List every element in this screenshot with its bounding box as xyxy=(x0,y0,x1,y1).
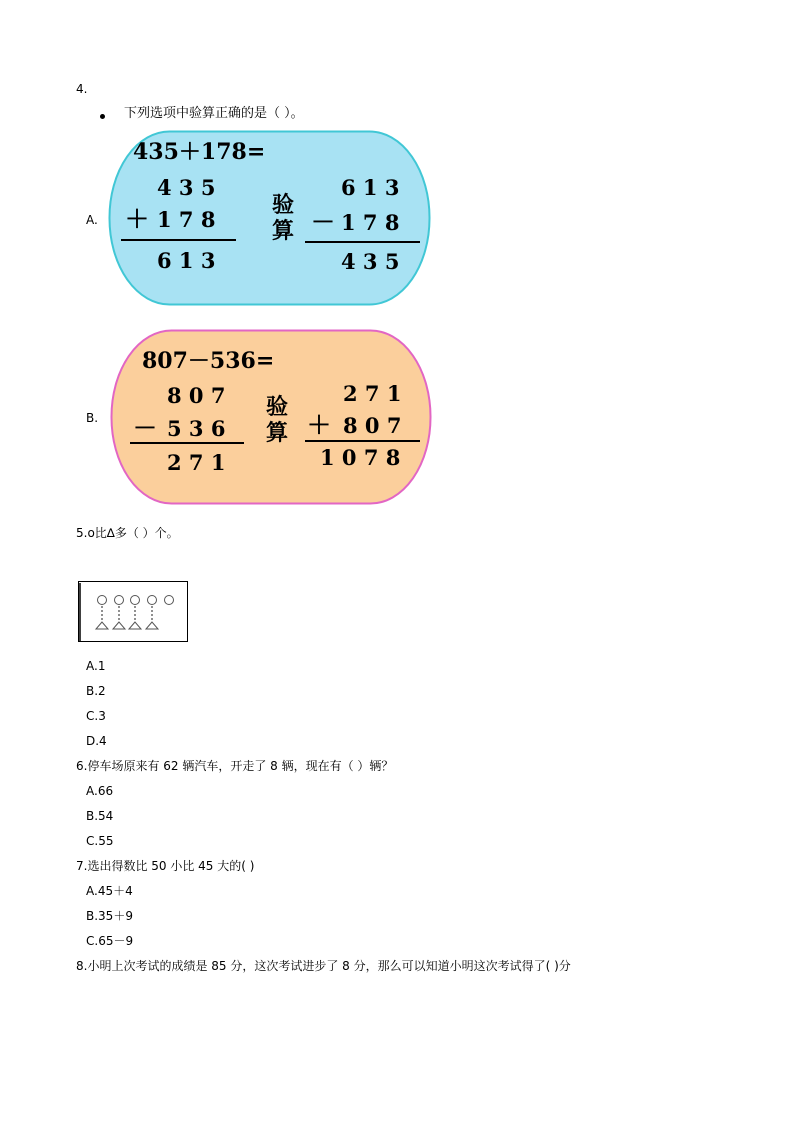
q4-option-a-label[interactable]: A. xyxy=(86,213,98,227)
option-b-difference-line xyxy=(130,442,244,444)
q5-option-a[interactable]: A.1 xyxy=(86,659,106,673)
q5-prompt: 5.o比∆多（ ）个。 xyxy=(76,526,179,540)
option-a-sum: 6 1 3 xyxy=(157,248,216,273)
option-a-check-word-2: 算 xyxy=(272,218,295,244)
option-a-check-second: 1 7 8 xyxy=(341,210,400,235)
bullet-icon xyxy=(100,114,105,119)
option-a-check-word-1: 验 xyxy=(272,192,295,218)
circles-triangles-figure xyxy=(78,581,189,643)
q6-prompt: 6.停车场原来有 62 辆汽车，开走了 8 辆，现在有（ ）辆？ xyxy=(76,759,394,773)
option-b-difference: 2 7 1 xyxy=(167,450,226,475)
option-a-check-top: 6 1 3 xyxy=(341,175,400,200)
q6-option-c[interactable]: C.55 xyxy=(86,834,114,848)
q7-option-c[interactable]: C.65－9 xyxy=(86,934,134,948)
option-b-subtrahend: 5 3 6 xyxy=(167,416,226,441)
q7-prompt: 7.选出得数比 50 小比 45 大的( ) xyxy=(76,859,255,873)
option-b-check-line xyxy=(305,440,420,442)
option-b-check-second: 8 0 7 xyxy=(343,413,402,438)
q5-option-d[interactable]: D.4 xyxy=(86,734,107,748)
q6-option-b[interactable]: B.54 xyxy=(86,809,114,823)
q4-prompt: 下列选项中验算正确的是（ ）。 xyxy=(124,106,304,121)
option-a-check-result: 4 3 5 xyxy=(341,249,400,274)
q5-option-b[interactable]: B.2 xyxy=(86,684,106,698)
q8-prompt: 8.小明上次考试的成绩是 85 分，这次考试进步了 8 分，那么可以知道小明这次考试得了( )分 xyxy=(76,959,571,973)
option-a-plus-sign: ＋ xyxy=(125,204,149,233)
option-b-minuend: 8 0 7 xyxy=(167,383,226,408)
option-b-plus-sign: ＋ xyxy=(307,410,331,439)
option-a-equation: 435＋178= xyxy=(133,139,266,165)
q6-option-a[interactable]: A.66 xyxy=(86,784,114,798)
option-b-equation: 807－536= xyxy=(142,348,275,374)
option-a-addend-top: 4 3 5 xyxy=(157,175,216,200)
option-a-minus-sign: － xyxy=(311,207,335,236)
option-b-minus-sign: － xyxy=(133,413,157,442)
q4-option-b-label[interactable]: B. xyxy=(86,411,99,425)
q5-option-c[interactable]: C.3 xyxy=(86,709,106,723)
option-b-check-result: 1 0 7 8 xyxy=(320,445,401,470)
option-b-check-top: 2 7 1 xyxy=(343,381,402,406)
option-b-check-word-2: 算 xyxy=(266,420,289,446)
option-a-addend-second: 1 7 8 xyxy=(157,207,216,232)
q7-option-b[interactable]: B.35＋9 xyxy=(86,909,133,923)
option-b-check-word-1: 验 xyxy=(266,394,289,420)
option-a-sum-line xyxy=(121,239,236,241)
option-a-check-line xyxy=(305,241,420,243)
q7-option-a[interactable]: A.45＋4 xyxy=(86,884,133,898)
q4-number: 4. xyxy=(76,82,88,96)
